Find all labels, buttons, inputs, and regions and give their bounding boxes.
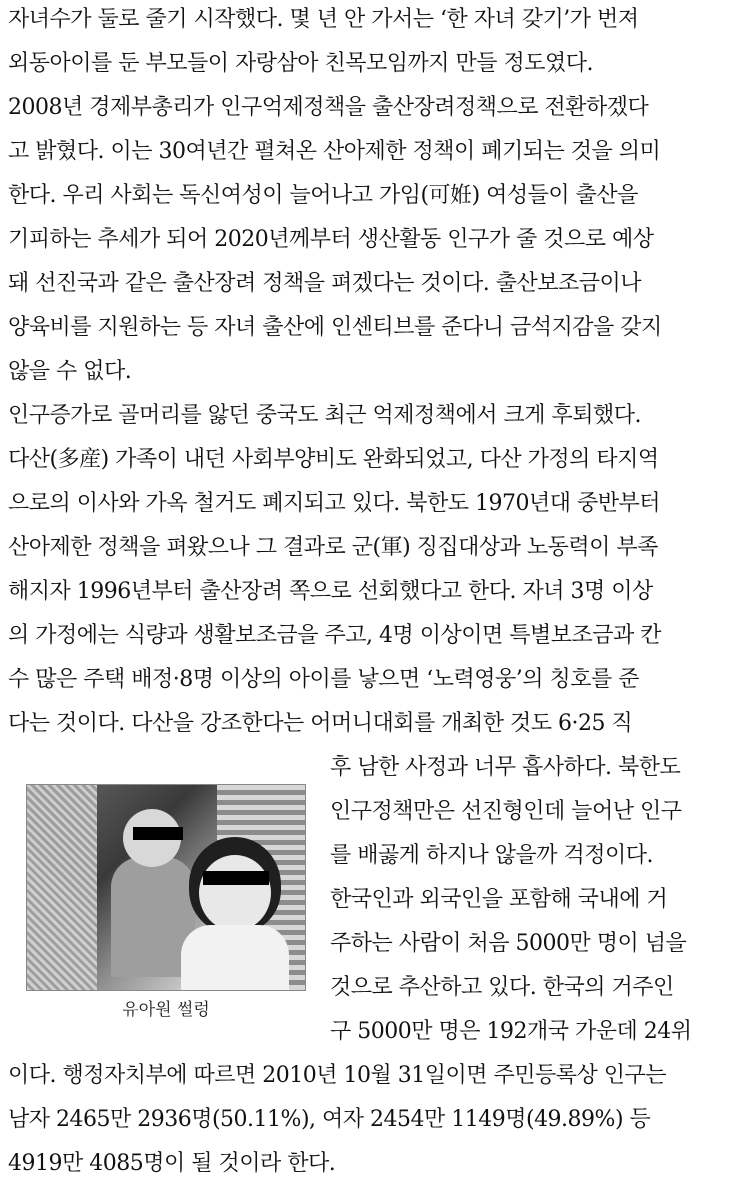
text-line: 자녀수가 둘로 줄기 시작했다. 몇 년 안 가서는 ‘한 자녀 갖기’가 번져: [8, 7, 639, 32]
text-line: 를 배곯게 하지나 않을까 걱정이다.: [330, 843, 653, 868]
text-line: 인구정책만은 선진형인데 늘어난 인구: [330, 799, 682, 824]
text-line: 4919만 4085명이 될 것이라 한다.: [8, 1151, 336, 1176]
text-line: 다는 것이다. 다산을 강조한다는 어머니대회를 개최한 것도 6·25 직: [8, 711, 633, 736]
text-line: 으로의 이사와 가옥 철거도 폐지되고 있다. 북한도 1970년대 중반부터: [8, 491, 660, 516]
text-line: 양육비를 지원하는 등 자녀 출산에 인센티브를 준다니 금석지감을 갖지: [8, 315, 662, 340]
photo-background-panel: [27, 785, 97, 990]
text-line: 기피하는 추세가 되어 2020년께부터 생산활동 인구가 줄 것으로 예상: [8, 227, 654, 252]
text-line: 구 5000만 명은 192개국 가운데 24위: [330, 1019, 692, 1044]
text-line: 의 가정에는 식량과 생활보조금을 주고, 4명 이상이면 특별보조금과 칸: [8, 623, 661, 648]
text-line: 다산(多産) 가족이 내던 사회부양비도 완화되었고, 다산 가정의 타지역: [8, 447, 659, 472]
text-line: 2008년 경제부총리가 인구억제정책을 출산장려정책으로 전환하겠다: [8, 95, 649, 120]
text-line: 수 많은 주택 배정·8명 이상의 아이를 낳으면 ‘노력영웅’의 칭호를 준: [8, 667, 639, 692]
censor-bar: [133, 827, 183, 840]
censor-bar: [203, 871, 269, 885]
text-line: 않을 수 없다.: [8, 359, 132, 384]
kindergarten-photo: [26, 784, 306, 991]
child-head-front: [199, 855, 271, 931]
text-line: 남자 2465만 2936명(50.11%), 여자 2454만 1149명(49.89%) 등: [8, 1107, 651, 1132]
text-line: 한다. 우리 사회는 독신여성이 늘어나고 가임(可姙) 여성들이 출산을: [8, 183, 638, 208]
text-line: 것으로 추산하고 있다. 한국의 거주인: [330, 975, 674, 1000]
text-line: 주하는 사람이 처음 5000만 명이 넘을: [330, 931, 687, 956]
text-line: 후 남한 사정과 너무 흡사하다. 북한도: [330, 755, 681, 780]
text-line: 외동아이를 둔 부모들이 자랑삼아 친목모임까지 만들 정도였다.: [8, 51, 594, 76]
text-line: 산아제한 정책을 펴왔으나 그 결과로 군(軍) 징집대상과 노동력이 부족: [8, 535, 658, 560]
photo-caption: 유아원 썰렁: [122, 1000, 210, 1020]
text-line: 인구증가로 골머리를 앓던 중국도 최근 억제정책에서 크게 후퇴했다.: [8, 403, 642, 428]
text-line: 해지자 1996년부터 출산장려 쪽으로 선회했다고 한다. 자녀 3명 이상: [8, 579, 653, 604]
text-line: 이다. 행정자치부에 따르면 2010년 10월 31일이면 주민등록상 인구는: [8, 1063, 666, 1088]
text-line: 한국인과 외국인을 포함해 국내에 거: [330, 887, 668, 912]
child-figure-front: [181, 925, 289, 991]
text-line: 돼 선진국과 같은 출산장려 정책을 펴겠다는 것이다. 출산보조금이나: [8, 271, 642, 296]
text-line: 고 밝혔다. 이는 30여년간 펼쳐온 산아제한 정책이 폐기되는 것을 의미: [8, 139, 661, 164]
